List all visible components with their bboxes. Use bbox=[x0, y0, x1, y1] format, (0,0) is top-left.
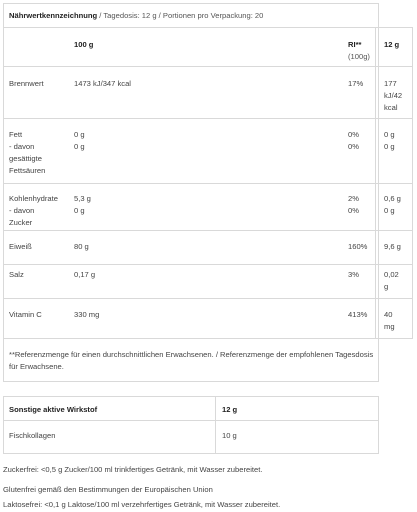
row-value-100g: 0 g bbox=[74, 130, 85, 139]
table-border-right bbox=[378, 396, 379, 454]
row-ri: 0% bbox=[348, 206, 359, 215]
row-label: Zucker bbox=[9, 218, 33, 227]
note-sugar-free: Zuckerfrei: <0,5 g Zucker/100 ml trinkfertiges Getränk, mit Wasser zubereitet. bbox=[3, 465, 263, 474]
row-value-dose: 0 g bbox=[384, 142, 395, 151]
footnote-line: für Erwachsene. bbox=[9, 362, 64, 371]
row-label: Salz bbox=[9, 270, 24, 279]
row-value-dose: 9,6 g bbox=[384, 242, 401, 251]
header-per-dose: 12 g bbox=[384, 40, 400, 49]
nutrition-title: Nährwertkennzeichnung bbox=[9, 11, 98, 20]
header-ri-basis: (100g) bbox=[348, 52, 370, 61]
row-value-dose: 40 bbox=[384, 310, 393, 319]
other-header-value: 12 g bbox=[222, 405, 238, 414]
row-ri: 160% bbox=[348, 242, 368, 251]
other-row-label: Fischkollagen bbox=[9, 431, 56, 440]
row-divider bbox=[3, 66, 413, 67]
row-value-dose: kcal bbox=[384, 103, 398, 112]
table-border-left bbox=[3, 396, 4, 454]
row-divider bbox=[3, 338, 413, 339]
row-divider bbox=[3, 118, 413, 119]
row-ri: 0% bbox=[348, 142, 359, 151]
table-border-top bbox=[3, 3, 378, 4]
note-gluten-free: Glutenfrei gemäß den Bestimmungen der Europäischen Union bbox=[3, 485, 213, 494]
other-row-value: 10 g bbox=[222, 431, 237, 440]
row-ri: 17% bbox=[348, 79, 364, 88]
row-divider bbox=[3, 183, 413, 184]
column-divider bbox=[215, 396, 216, 454]
row-value-dose: 0 g bbox=[384, 130, 395, 139]
column-divider bbox=[412, 27, 413, 339]
row-value-100g: 5,3 g bbox=[74, 194, 91, 203]
row-value-dose: 0,02 bbox=[384, 270, 399, 279]
table-border-right bbox=[378, 3, 379, 381]
row-ri: 3% bbox=[348, 270, 359, 279]
row-divider bbox=[3, 230, 413, 231]
row-label: Eiweiß bbox=[9, 242, 32, 251]
row-value-dose: 177 bbox=[384, 79, 397, 88]
row-value-100g: 0 g bbox=[74, 142, 85, 151]
table-border-bottom bbox=[3, 453, 379, 454]
row-value-100g: 0,17 g bbox=[74, 270, 96, 279]
row-ri: 413% bbox=[348, 310, 368, 319]
row-label: Fett bbox=[9, 130, 23, 139]
row-value-dose: 0,6 g bbox=[384, 194, 401, 203]
row-divider bbox=[3, 27, 413, 28]
row-value-100g: 1473 kJ/347 kcal bbox=[74, 79, 131, 88]
nutrition-subtitle: / Tagedosis: 12 g / Portionen pro Verpackung: 20 bbox=[97, 11, 264, 20]
row-value-dose: mg bbox=[384, 322, 395, 331]
row-label: gesättigte bbox=[9, 154, 42, 163]
row-ri: 2% bbox=[348, 194, 359, 203]
table-border-left bbox=[3, 3, 4, 381]
row-label: Vitamin C bbox=[9, 310, 42, 319]
other-header-label: Sonstige aktive Wirkstof bbox=[9, 405, 98, 414]
table-border-top bbox=[3, 396, 378, 397]
row-label: Brennwert bbox=[9, 79, 44, 88]
row-value-dose: kJ/42 bbox=[384, 91, 403, 100]
row-divider bbox=[3, 298, 413, 299]
row-label: - davon bbox=[9, 206, 35, 215]
column-divider bbox=[375, 27, 376, 339]
note-lactose-free: Laktosefrei: <0,1 g Laktose/100 ml verzehrfertiges Getränk, mit Wasser zubereitet. bbox=[3, 500, 281, 509]
row-value-100g: 80 g bbox=[74, 242, 89, 251]
row-value-100g: 0 g bbox=[74, 206, 85, 215]
table-border-bottom bbox=[3, 381, 379, 382]
row-label: Kohlenhydrate bbox=[9, 194, 58, 203]
row-divider bbox=[3, 264, 413, 265]
row-value-dose: 0 g bbox=[384, 206, 395, 215]
footnote-line: **Referenzmenge für einen durchschnittlichen Erwachsenen. / Referenzmenge der empfohlenen Tagesdosis bbox=[9, 350, 374, 359]
row-divider bbox=[3, 420, 378, 421]
row-value-dose: g bbox=[384, 282, 389, 291]
header-ri: RI** bbox=[348, 40, 362, 49]
row-label: - davon bbox=[9, 142, 35, 151]
other-ingredients-table bbox=[0, 396, 417, 456]
header-per100: 100 g bbox=[74, 40, 94, 49]
row-label: Fettsäuren bbox=[9, 166, 46, 175]
row-value-100g: 330 mg bbox=[74, 310, 100, 319]
nutrition-title-line bbox=[9, 10, 379, 22]
row-ri: 0% bbox=[348, 130, 359, 139]
